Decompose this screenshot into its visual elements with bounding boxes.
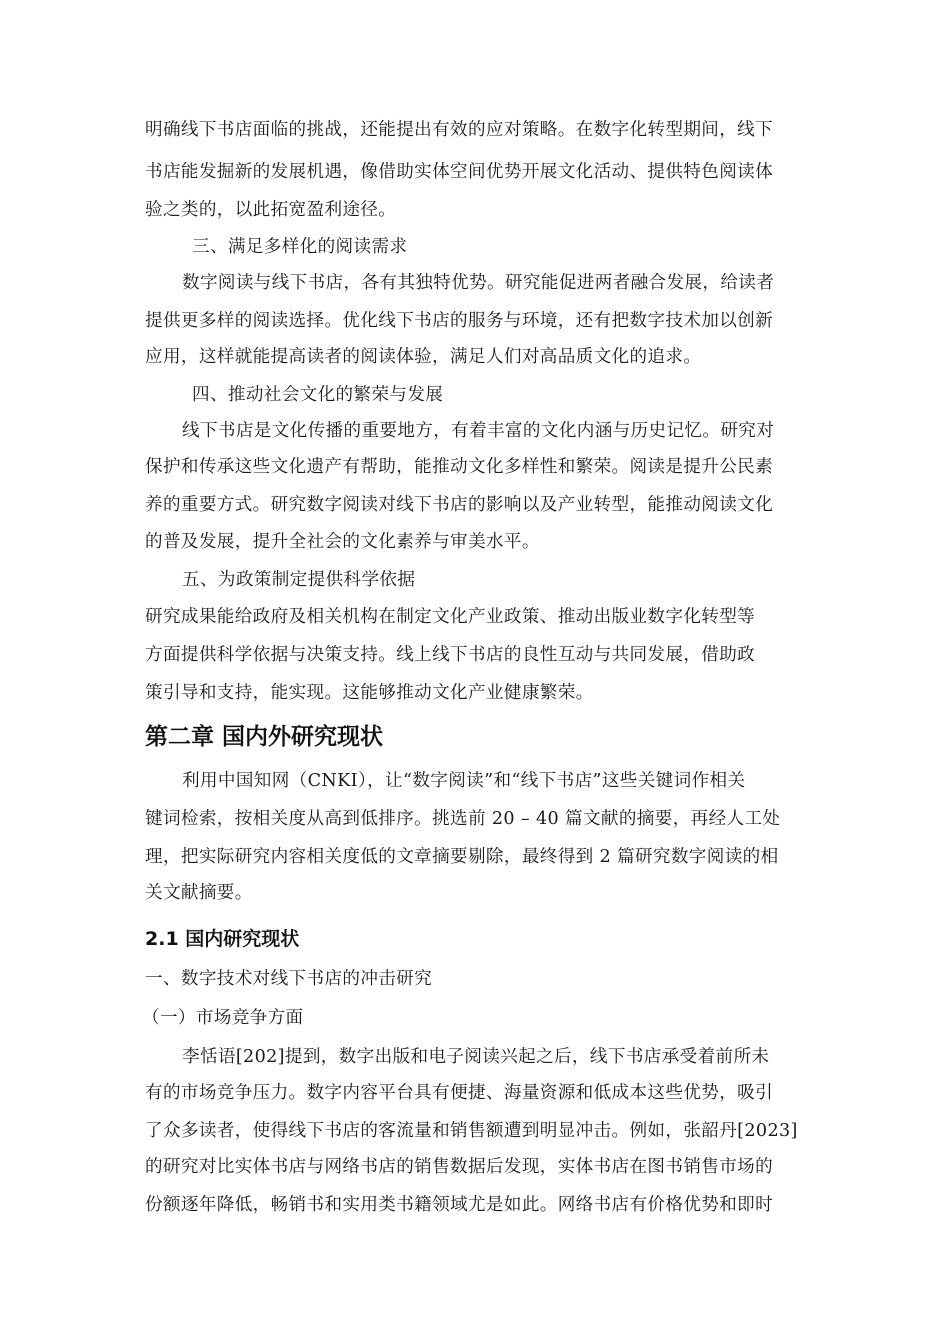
paragraph-line: 策引导和支持，能实现。这能够推动文化产业健康繁荣。 bbox=[145, 683, 594, 703]
paragraph-line: 份额逐年降低，畅销书和实用类书籍领域尤是如此。网络书店有价格优势和即时 bbox=[145, 1195, 774, 1215]
paragraph-line: 提供更多样的阅读选择。优化线下书店的服务与环境，还有把数字技术加以创新 bbox=[145, 311, 774, 331]
paragraph-line: 保护和传承这些文化遗产有帮助，能推动文化多样性和繁荣。阅读是提升公民素 bbox=[145, 457, 774, 477]
subheading: 一、数字技术对线下书店的冲击研究 bbox=[145, 969, 433, 989]
paragraph-line: 利用中国知网（CNKI），让“数字阅读”和“线下书店”这些关键词作相关 bbox=[182, 771, 746, 791]
paragraph-line: 书店能发掘新的发展机遇，像借助实体空间优势开展文化活动、提供特色阅读体 bbox=[145, 162, 774, 182]
section-heading: 三、满足多样化的阅读需求 bbox=[192, 237, 408, 257]
paragraph-line: 应用，这样就能提高读者的阅读体验，满足人们对高品质文化的追求。 bbox=[145, 347, 702, 367]
section-title: 2.1 国内研究现状 bbox=[145, 928, 300, 950]
paragraph-line: 线下书店是文化传播的重要地方，有着丰富的文化内涵与历史记忆。研究对 bbox=[182, 421, 775, 441]
paragraph-line: 理，把实际研究内容相关度低的文章摘要剔除，最终得到 2 篇研究数字阅读的相 bbox=[145, 847, 779, 867]
paragraph-line: 养的重要方式。研究数字阅读对线下书店的影响以及产业转型，能推动阅读文化 bbox=[145, 495, 774, 515]
paragraph-line: 键词检索，按相关度从高到低排序。挑选前 20 – 40 篇文献的摘要，再经人工处 bbox=[145, 809, 781, 829]
paragraph-line: 验之类的，以此拓宽盈利途径。 bbox=[145, 200, 397, 220]
paragraph-line: 方面提供科学依据与决策支持。线上线下书店的良性互动与共同发展，借助政 bbox=[145, 645, 756, 665]
subheading: （一）市场竞争方面 bbox=[142, 1008, 304, 1028]
paragraph-line: 了众多读者，使得线下书店的客流量和销售额遭到明显冲击。例如，张韶丹[2023] bbox=[145, 1121, 798, 1141]
paragraph-line: 的研究对比实体书店与网络书店的销售数据后发现，实体书店在图书销售市场的 bbox=[145, 1157, 774, 1177]
paragraph-line: 研究成果能给政府及相关机构在制定文化产业政策、推动出版业数字化转型等 bbox=[145, 607, 756, 627]
paragraph-line: 明确线下书店面临的挑战，还能提出有效的应对策略。在数字化转型期间，线下 bbox=[145, 120, 774, 140]
section-heading: 四、推动社会文化的繁荣与发展 bbox=[192, 385, 444, 405]
paragraph-line: 李恬语[202]提到，数字出版和电子阅读兴起之后，线下书店承受着前所未 bbox=[182, 1047, 770, 1067]
paragraph-line: 有的市场竞争压力。数字内容平台具有便捷、海量资源和低成本这些优势，吸引 bbox=[145, 1083, 774, 1103]
paragraph-line: 的普及发展，提升全社会的文化素养与审美水平。 bbox=[145, 532, 540, 552]
section-heading: 五、为政策制定提供科学依据 bbox=[182, 570, 416, 590]
paragraph-line: 关文献摘要。 bbox=[145, 883, 253, 903]
chapter-title: 第二章 国内外研究现状 bbox=[145, 724, 384, 750]
paragraph-line: 数字阅读与线下书店，各有其独特优势。研究能促进两者融合发展，给读者 bbox=[182, 273, 775, 293]
